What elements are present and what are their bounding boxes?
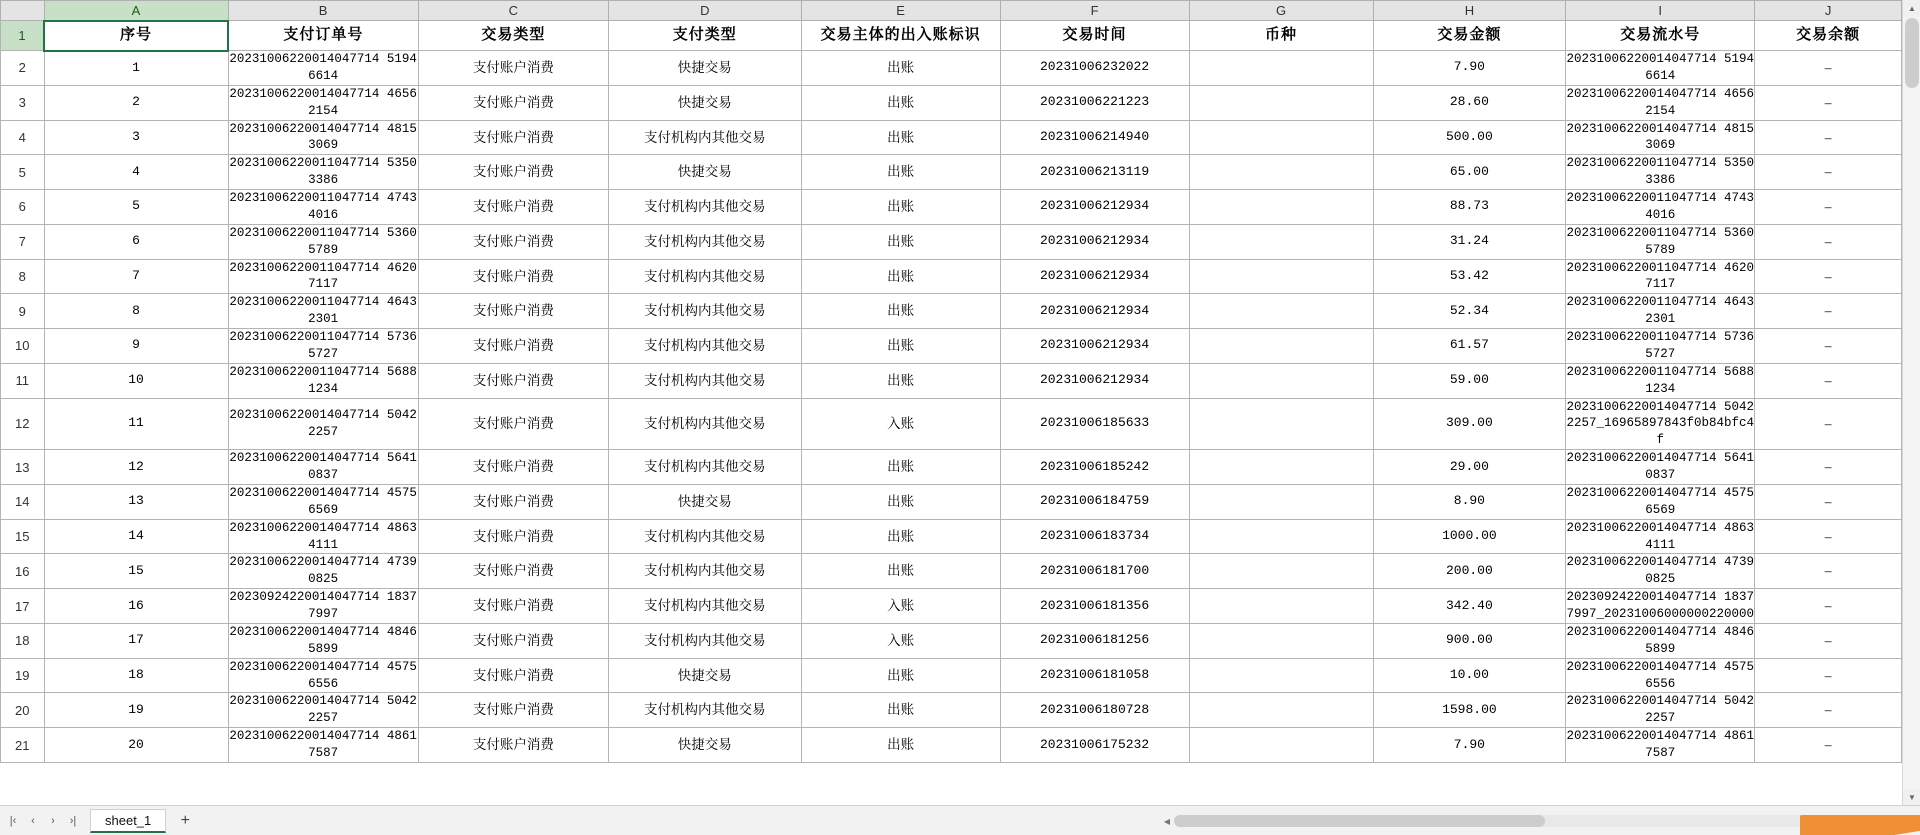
cell-currency[interactable] (1189, 120, 1373, 155)
cell-pay-type[interactable]: 快捷交易 (608, 658, 801, 693)
cell-amount[interactable]: 10.00 (1373, 658, 1566, 693)
header-cell-currency[interactable]: 币种 (1189, 21, 1373, 51)
cell-seq[interactable]: 20 (44, 728, 228, 763)
select-all-corner[interactable] (1, 1, 45, 21)
cell-amount[interactable]: 900.00 (1373, 623, 1566, 658)
horizontal-scroll-thumb[interactable] (1174, 815, 1545, 827)
cell-balance[interactable]: – (1755, 623, 1902, 658)
cell-trade-type[interactable]: 支付账户消费 (418, 484, 608, 519)
cell-direction[interactable]: 入账 (801, 398, 1000, 450)
table-row[interactable] (1, 190, 1902, 225)
row-header-10[interactable]: 10 (1, 329, 45, 364)
cell-pay-type[interactable]: 支付机构内其他交易 (608, 589, 801, 624)
cell-trade-type[interactable]: 支付账户消费 (418, 623, 608, 658)
cell-order-no[interactable]: 20231006220011047714 46432301 (228, 294, 418, 329)
column-header-F[interactable]: F (1000, 1, 1189, 21)
row-header-3[interactable]: 3 (1, 85, 45, 120)
cell-currency[interactable] (1189, 519, 1373, 554)
cell-amount[interactable]: 59.00 (1373, 363, 1566, 398)
column-header-I[interactable]: I (1566, 1, 1755, 21)
cell-serial[interactable]: 20231006220014047714 48153069 (1566, 120, 1755, 155)
cell-trade-type[interactable]: 支付账户消费 (418, 259, 608, 294)
cell-time[interactable]: 20231006181256 (1000, 623, 1189, 658)
cell-seq[interactable]: 9 (44, 329, 228, 364)
scroll-down-arrow[interactable]: ▼ (1903, 789, 1920, 805)
cell-seq[interactable]: 7 (44, 259, 228, 294)
cell-pay-type[interactable]: 快捷交易 (608, 51, 801, 86)
cell-currency[interactable] (1189, 450, 1373, 485)
cell-trade-type[interactable]: 支付账户消费 (418, 693, 608, 728)
cell-time[interactable]: 20231006212934 (1000, 294, 1189, 329)
cell-seq[interactable]: 13 (44, 484, 228, 519)
cell-seq[interactable]: 6 (44, 224, 228, 259)
cell-serial[interactable]: 20231006220011047714 56881234 (1566, 363, 1755, 398)
cell-time[interactable]: 20231006185633 (1000, 398, 1189, 450)
cell-order-no[interactable]: 20231006220014047714 48634111 (228, 519, 418, 554)
cell-currency[interactable] (1189, 589, 1373, 624)
cell-pay-type[interactable]: 支付机构内其他交易 (608, 329, 801, 364)
row-header-9[interactable]: 9 (1, 294, 45, 329)
row-header-18[interactable]: 18 (1, 623, 45, 658)
cell-pay-type[interactable]: 支付机构内其他交易 (608, 190, 801, 225)
cell-balance[interactable]: – (1755, 224, 1902, 259)
cell-time[interactable]: 20231006212934 (1000, 190, 1189, 225)
cell-trade-type[interactable]: 支付账户消费 (418, 363, 608, 398)
cell-amount[interactable]: 88.73 (1373, 190, 1566, 225)
header-cell-seq[interactable]: 序号 (44, 21, 228, 51)
cell-trade-type[interactable]: 支付账户消费 (418, 519, 608, 554)
row-header-16[interactable]: 16 (1, 554, 45, 589)
row-header-5[interactable]: 5 (1, 155, 45, 190)
cell-currency[interactable] (1189, 484, 1373, 519)
cell-time[interactable]: 20231006232022 (1000, 51, 1189, 86)
cell-currency[interactable] (1189, 693, 1373, 728)
cell-amount[interactable]: 342.40 (1373, 589, 1566, 624)
add-sheet-icon[interactable]: + (180, 811, 190, 829)
row-header-15[interactable]: 15 (1, 519, 45, 554)
cell-trade-type[interactable]: 支付账户消费 (418, 224, 608, 259)
cell-order-no[interactable]: 20230924220014047714 18377997 (228, 589, 418, 624)
cell-direction[interactable]: 入账 (801, 623, 1000, 658)
cell-time[interactable]: 20231006180728 (1000, 693, 1189, 728)
cell-amount[interactable]: 53.42 (1373, 259, 1566, 294)
table-row[interactable] (1, 51, 1902, 86)
cell-order-no[interactable]: 20231006220011047714 46207117 (228, 259, 418, 294)
cell-trade-type[interactable]: 支付账户消费 (418, 190, 608, 225)
cell-trade-type[interactable]: 支付账户消费 (418, 450, 608, 485)
column-header-H[interactable]: H (1373, 1, 1566, 21)
cell-pay-type[interactable]: 支付机构内其他交易 (608, 398, 801, 450)
cell-direction[interactable]: 出账 (801, 728, 1000, 763)
header-cell-amount[interactable]: 交易金额 (1373, 21, 1566, 51)
cell-balance[interactable]: – (1755, 51, 1902, 86)
cell-order-no[interactable]: 20231006220011047714 57365727 (228, 329, 418, 364)
cell-direction[interactable]: 出账 (801, 519, 1000, 554)
cell-currency[interactable] (1189, 554, 1373, 589)
cell-pay-type[interactable]: 支付机构内其他交易 (608, 519, 801, 554)
cell-pay-type[interactable]: 支付机构内其他交易 (608, 224, 801, 259)
cell-currency[interactable] (1189, 85, 1373, 120)
row-header-20[interactable]: 20 (1, 693, 45, 728)
cell-pay-type[interactable]: 支付机构内其他交易 (608, 450, 801, 485)
table-row[interactable] (1, 120, 1902, 155)
column-header-G[interactable]: G (1189, 1, 1373, 21)
vertical-scroll-thumb[interactable] (1905, 18, 1919, 88)
cell-serial[interactable]: 20231006220014047714 45756569 (1566, 484, 1755, 519)
column-header-B[interactable]: B (228, 1, 418, 21)
resize-corner-decoration (1800, 815, 1920, 835)
bottom-bar (0, 805, 1920, 835)
cell-balance[interactable]: – (1755, 693, 1902, 728)
cell-balance[interactable]: – (1755, 155, 1902, 190)
cell-currency[interactable] (1189, 190, 1373, 225)
row-header-11[interactable]: 11 (1, 363, 45, 398)
cell-order-no[interactable]: 20231006220014047714 47390825 (228, 554, 418, 589)
cell-order-no[interactable]: 20231006220014047714 46562154 (228, 85, 418, 120)
cell-order-no[interactable]: 20231006220011047714 53503386 (228, 155, 418, 190)
cell-order-no[interactable]: 20231006220014047714 45756569 (228, 484, 418, 519)
cell-serial[interactable]: 20231006220011047714 47434016 (1566, 190, 1755, 225)
table-row[interactable] (1, 693, 1902, 728)
cell-serial[interactable]: 20231006220014047714 51946614 (1566, 51, 1755, 86)
cell-pay-type[interactable]: 支付机构内其他交易 (608, 120, 801, 155)
horizontal-scroll-track[interactable] (1174, 815, 1888, 827)
table-row[interactable] (1, 554, 1902, 589)
cell-seq[interactable]: 14 (44, 519, 228, 554)
cell-currency[interactable] (1189, 398, 1373, 450)
scroll-up-arrow[interactable]: ▲ (1903, 0, 1920, 16)
cell-seq[interactable]: 8 (44, 294, 228, 329)
header-cell-pay-type[interactable]: 支付类型 (608, 21, 801, 51)
cell-currency[interactable] (1189, 51, 1373, 86)
row-header-1[interactable]: 1 (1, 21, 45, 51)
cell-trade-type[interactable]: 支付账户消费 (418, 155, 608, 190)
column-header-J[interactable]: J (1755, 1, 1902, 21)
cell-pay-type[interactable]: 支付机构内其他交易 (608, 294, 801, 329)
cell-balance[interactable]: – (1755, 554, 1902, 589)
cell-time[interactable]: 20231006185242 (1000, 450, 1189, 485)
cell-direction[interactable]: 出账 (801, 259, 1000, 294)
table-row[interactable] (1, 294, 1902, 329)
cell-balance[interactable]: – (1755, 363, 1902, 398)
column-header-A[interactable]: A (44, 1, 228, 21)
cell-amount[interactable]: 29.00 (1373, 450, 1566, 485)
cell-balance[interactable]: – (1755, 329, 1902, 364)
cell-time[interactable]: 20231006212934 (1000, 329, 1189, 364)
vertical-scrollbar[interactable] (1902, 0, 1920, 805)
cell-amount[interactable]: 200.00 (1373, 554, 1566, 589)
cell-serial[interactable]: 20231006220011047714 46207117 (1566, 259, 1755, 294)
cell-serial[interactable]: 20231006220014047714 50422257 (1566, 693, 1755, 728)
row-header-14[interactable]: 14 (1, 484, 45, 519)
row-header-2[interactable]: 2 (1, 51, 45, 86)
cell-time[interactable]: 20231006181058 (1000, 658, 1189, 693)
cell-balance[interactable]: – (1755, 658, 1902, 693)
cell-direction[interactable]: 出账 (801, 484, 1000, 519)
cell-amount[interactable]: 309.00 (1373, 398, 1566, 450)
cell-balance[interactable]: – (1755, 519, 1902, 554)
cell-time[interactable]: 20231006212934 (1000, 363, 1189, 398)
cell-trade-type[interactable]: 支付账户消费 (418, 658, 608, 693)
cell-serial[interactable]: 20231006220014047714 56410837 (1566, 450, 1755, 485)
table-row[interactable] (1, 658, 1902, 693)
cell-currency[interactable] (1189, 728, 1373, 763)
cell-direction[interactable]: 入账 (801, 589, 1000, 624)
cell-trade-type[interactable]: 支付账户消费 (418, 294, 608, 329)
cell-seq[interactable]: 11 (44, 398, 228, 450)
cell-direction[interactable]: 出账 (801, 224, 1000, 259)
table-row[interactable] (1, 484, 1902, 519)
table-row[interactable] (1, 623, 1902, 658)
cell-currency[interactable] (1189, 294, 1373, 329)
cell-amount[interactable]: 7.90 (1373, 51, 1566, 86)
cell-pay-type[interactable]: 快捷交易 (608, 85, 801, 120)
cell-amount[interactable]: 28.60 (1373, 85, 1566, 120)
cell-order-no[interactable]: 20231006220014047714 50422257 (228, 693, 418, 728)
cell-direction[interactable]: 出账 (801, 658, 1000, 693)
cell-currency[interactable] (1189, 259, 1373, 294)
cell-seq[interactable]: 4 (44, 155, 228, 190)
table-row[interactable] (1, 728, 1902, 763)
cell-seq[interactable]: 3 (44, 120, 228, 155)
table-body (1, 21, 1902, 763)
cell-amount[interactable]: 8.90 (1373, 484, 1566, 519)
cell-order-no[interactable]: 20231006220011047714 47434016 (228, 190, 418, 225)
row-header-7[interactable]: 7 (1, 224, 45, 259)
row-header-21[interactable]: 21 (1, 728, 45, 763)
cell-currency[interactable] (1189, 329, 1373, 364)
cell-serial[interactable]: 20231006220014047714 46562154 (1566, 85, 1755, 120)
cell-direction[interactable]: 出账 (801, 554, 1000, 589)
cell-pay-type[interactable]: 快捷交易 (608, 728, 801, 763)
cell-direction[interactable]: 出账 (801, 51, 1000, 86)
first-sheet-icon[interactable]: |‹ (9, 814, 17, 827)
cell-serial[interactable]: 20231006220014047714 48617587 (1566, 728, 1755, 763)
cell-direction[interactable]: 出账 (801, 190, 1000, 225)
cell-trade-type[interactable]: 支付账户消费 (418, 120, 608, 155)
row-header-13[interactable]: 13 (1, 450, 45, 485)
cell-trade-type[interactable]: 支付账户消费 (418, 51, 608, 86)
cell-pay-type[interactable]: 快捷交易 (608, 155, 801, 190)
header-cell-time[interactable]: 交易时间 (1000, 21, 1189, 51)
cell-amount[interactable]: 500.00 (1373, 120, 1566, 155)
cell-time[interactable]: 20231006175232 (1000, 728, 1189, 763)
cell-balance[interactable]: – (1755, 728, 1902, 763)
cell-amount[interactable]: 1598.00 (1373, 693, 1566, 728)
cell-serial[interactable]: 20231006220014047714 47390825 (1566, 554, 1755, 589)
cell-trade-type[interactable]: 支付账户消费 (418, 589, 608, 624)
column-header-C[interactable]: C (418, 1, 608, 21)
cell-seq[interactable]: 12 (44, 450, 228, 485)
cell-direction[interactable]: 出账 (801, 120, 1000, 155)
cell-amount[interactable]: 52.34 (1373, 294, 1566, 329)
row-header-8[interactable]: 8 (1, 259, 45, 294)
cell-time[interactable]: 20231006213119 (1000, 155, 1189, 190)
cell-balance[interactable]: – (1755, 398, 1902, 450)
cell-serial[interactable]: 20231006220011047714 57365727 (1566, 329, 1755, 364)
cell-serial[interactable]: 20230924220014047714 18377997_20231006000000220000 (1566, 589, 1755, 624)
cell-balance[interactable]: – (1755, 259, 1902, 294)
cell-seq[interactable]: 18 (44, 658, 228, 693)
cell-direction[interactable]: 出账 (801, 450, 1000, 485)
cell-currency[interactable] (1189, 155, 1373, 190)
cell-serial[interactable]: 20231006220014047714 45756556 (1566, 658, 1755, 693)
sheet-tab-sheet1[interactable]: sheet_1 (90, 809, 166, 833)
table-row[interactable] (1, 259, 1902, 294)
cell-order-no[interactable]: 20231006220014047714 48617587 (228, 728, 418, 763)
cell-time[interactable]: 20231006184759 (1000, 484, 1189, 519)
cell-amount[interactable]: 1000.00 (1373, 519, 1566, 554)
cell-order-no[interactable]: 20231006220014047714 51946614 (228, 51, 418, 86)
cell-seq[interactable]: 15 (44, 554, 228, 589)
column-header-D[interactable]: D (608, 1, 801, 21)
cell-pay-type[interactable]: 支付机构内其他交易 (608, 363, 801, 398)
table-row[interactable] (1, 224, 1902, 259)
cell-trade-type[interactable]: 支付账户消费 (418, 728, 608, 763)
row-header-19[interactable]: 19 (1, 658, 45, 693)
cell-seq[interactable]: 1 (44, 51, 228, 86)
cell-balance[interactable]: – (1755, 450, 1902, 485)
cell-order-no[interactable]: 20231006220014047714 48153069 (228, 120, 418, 155)
cell-amount[interactable]: 31.24 (1373, 224, 1566, 259)
cell-trade-type[interactable]: 支付账户消费 (418, 329, 608, 364)
cell-time[interactable]: 20231006212934 (1000, 259, 1189, 294)
cell-time[interactable]: 20231006181700 (1000, 554, 1189, 589)
cell-order-no[interactable]: 20231006220014047714 50422257 (228, 398, 418, 450)
cell-amount[interactable]: 7.90 (1373, 728, 1566, 763)
header-cell-serial[interactable]: 交易流水号 (1566, 21, 1755, 51)
cell-serial[interactable]: 20231006220011047714 53503386 (1566, 155, 1755, 190)
header-cell-order-no[interactable]: 支付订单号 (228, 21, 418, 51)
cell-serial[interactable]: 20231006220014047714 50422257_16965897843f0b84bfc4f (1566, 398, 1755, 450)
cell-time[interactable]: 20231006183734 (1000, 519, 1189, 554)
column-header-E[interactable]: E (801, 1, 1000, 21)
cell-time[interactable]: 20231006214940 (1000, 120, 1189, 155)
cell-currency[interactable] (1189, 623, 1373, 658)
cell-currency[interactable] (1189, 363, 1373, 398)
cell-serial[interactable]: 20231006220014047714 48634111 (1566, 519, 1755, 554)
table-row[interactable] (1, 155, 1902, 190)
cell-balance[interactable]: – (1755, 589, 1902, 624)
cell-serial[interactable]: 20231006220011047714 53605789 (1566, 224, 1755, 259)
row-header-12[interactable]: 12 (1, 398, 45, 450)
header-cell-balance[interactable]: 交易余额 (1755, 21, 1902, 51)
cell-seq[interactable]: 2 (44, 85, 228, 120)
cell-pay-type[interactable]: 支付机构内其他交易 (608, 693, 801, 728)
cell-order-no[interactable]: 20231006220014047714 45756556 (228, 658, 418, 693)
cell-direction[interactable]: 出账 (801, 693, 1000, 728)
next-sheet-icon[interactable]: › (51, 814, 55, 827)
cell-amount[interactable]: 65.00 (1373, 155, 1566, 190)
cell-serial[interactable]: 20231006220011047714 46432301 (1566, 294, 1755, 329)
cell-order-no[interactable]: 20231006220011047714 53605789 (228, 224, 418, 259)
row-header-4[interactable]: 4 (1, 120, 45, 155)
cell-amount[interactable]: 61.57 (1373, 329, 1566, 364)
table-row[interactable] (1, 519, 1902, 554)
cell-currency[interactable] (1189, 224, 1373, 259)
cell-balance[interactable]: – (1755, 294, 1902, 329)
cell-pay-type[interactable]: 快捷交易 (608, 484, 801, 519)
column-header-row (1, 1, 1902, 21)
table-row[interactable] (1, 589, 1902, 624)
prev-sheet-icon[interactable]: ‹ (31, 814, 35, 827)
cell-seq[interactable]: 17 (44, 623, 228, 658)
cell-seq[interactable]: 19 (44, 693, 228, 728)
table-row[interactable] (1, 85, 1902, 120)
cell-trade-type[interactable]: 支付账户消费 (418, 85, 608, 120)
cell-direction[interactable]: 出账 (801, 85, 1000, 120)
table-row[interactable] (1, 450, 1902, 485)
row-header-6[interactable]: 6 (1, 190, 45, 225)
cell-seq[interactable]: 10 (44, 363, 228, 398)
cell-order-no[interactable]: 20231006220011047714 56881234 (228, 363, 418, 398)
cell-pay-type[interactable]: 支付机构内其他交易 (608, 259, 801, 294)
last-sheet-icon[interactable]: ›| (69, 814, 77, 827)
cell-balance[interactable]: – (1755, 484, 1902, 519)
cell-pay-type[interactable]: 支付机构内其他交易 (608, 554, 801, 589)
cell-currency[interactable] (1189, 658, 1373, 693)
cell-balance[interactable]: – (1755, 85, 1902, 120)
cell-order-no[interactable]: 20231006220014047714 56410837 (228, 450, 418, 485)
cell-direction[interactable]: 出账 (801, 363, 1000, 398)
scroll-left-arrow[interactable]: ◀ (1163, 816, 1171, 826)
cell-direction[interactable]: 出账 (801, 294, 1000, 329)
cell-pay-type[interactable]: 支付机构内其他交易 (608, 623, 801, 658)
cell-order-no[interactable]: 20231006220014047714 48465899 (228, 623, 418, 658)
table-row[interactable] (1, 21, 1902, 51)
table-row[interactable] (1, 329, 1902, 364)
table-row[interactable] (1, 363, 1902, 398)
cell-direction[interactable]: 出账 (801, 329, 1000, 364)
cell-seq[interactable]: 5 (44, 190, 228, 225)
cell-trade-type[interactable]: 支付账户消费 (418, 554, 608, 589)
row-header-17[interactable]: 17 (1, 589, 45, 624)
cell-serial[interactable]: 20231006220014047714 48465899 (1566, 623, 1755, 658)
header-cell-trade-type[interactable]: 交易类型 (418, 21, 608, 51)
cell-direction[interactable]: 出账 (801, 155, 1000, 190)
sheet-nav-buttons (0, 811, 86, 831)
cell-time[interactable]: 20231006212934 (1000, 224, 1189, 259)
table-row[interactable] (1, 398, 1902, 450)
cell-balance[interactable]: – (1755, 190, 1902, 225)
cell-seq[interactable]: 16 (44, 589, 228, 624)
cell-time[interactable]: 20231006221223 (1000, 85, 1189, 120)
header-cell-direction[interactable]: 交易主体的出入账标识 (801, 21, 1000, 51)
cell-balance[interactable]: – (1755, 120, 1902, 155)
cell-trade-type[interactable]: 支付账户消费 (418, 398, 608, 450)
horizontal-scrollbar[interactable] (1160, 814, 1902, 828)
cell-time[interactable]: 20231006181356 (1000, 589, 1189, 624)
